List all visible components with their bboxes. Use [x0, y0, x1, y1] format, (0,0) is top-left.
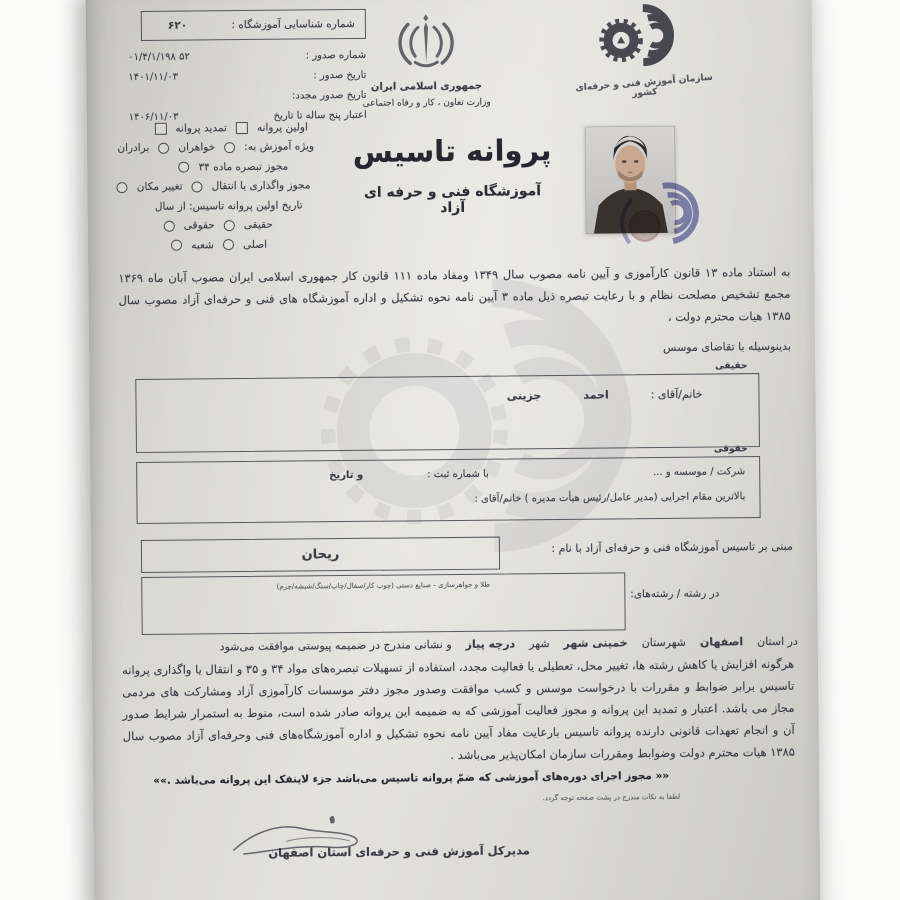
signatory-title — [182, 843, 530, 860]
license-type-checkboxes — [112, 117, 315, 255]
executive-label: بالاترین مقام اجرایی (مدیر عامل/رئیس هیأت مدیره ) خانم/آقای : — [474, 491, 746, 505]
validity-value: ۱۴۰۶/۱۱/۰۳ — [128, 111, 179, 123]
real-person-section-label — [715, 361, 747, 371]
location-line — [122, 635, 798, 654]
issue-number-label: شماره صدور : — [305, 49, 367, 61]
backpage-note — [458, 792, 764, 803]
person-first-name: احمد — [583, 388, 609, 402]
reissue-date-value — [129, 96, 237, 97]
page-subtitle — [349, 183, 555, 217]
school-name-lead-text: مبنی بر تاسیس آموزشگاه فنی و حرفه‌ای آزاد با نام : — [551, 539, 793, 556]
branch-label: شعبه — [191, 239, 214, 252]
renewal-license-label: تمدید پروانه — [175, 121, 227, 135]
person-title-label: خانم/آقای : — [650, 387, 703, 402]
registration-date-label: و تاریخ — [329, 469, 364, 482]
person-last-name: جزینی — [506, 389, 542, 403]
school-id-label: شماره شناسایی آموزشگاه : — [231, 17, 355, 32]
article34-circle — [179, 162, 190, 173]
ministry-text: وزارت تعاون ، کار و رفاه اجتماعی — [362, 97, 491, 109]
legal-person-section-text: حقوقی — [713, 444, 748, 455]
real-or-legal-row — [113, 215, 315, 236]
transfer-row — [112, 176, 314, 197]
signatory-title-text: مدیرکل آموزش فنی و حرفه‌ای استان اصفهان — [268, 843, 530, 860]
issue-date-value: ۱۴۰۱/۱۱/۰۳ — [128, 71, 179, 83]
republic-line — [341, 80, 511, 93]
company-label: شرکت / موسسه و ... — [653, 466, 746, 479]
article34-row — [112, 156, 314, 177]
legal-paragraph-2 — [122, 653, 795, 769]
page-title — [342, 133, 562, 169]
reissue-date-label: تاریخ صدور مجدد: — [291, 89, 367, 102]
registration-number-label: با شماره ثبت : — [427, 468, 489, 481]
school-name-box — [141, 537, 500, 573]
page-subtitle-text: آموزشگاه فنی و حرفه ای آزاد — [363, 183, 542, 217]
request-line-text: بدینوسیله با تقاضای موسس — [662, 339, 792, 354]
sisters-label: خواهران — [178, 141, 216, 154]
real-person-label: حقیقی — [243, 218, 273, 232]
ministry-line — [332, 97, 522, 109]
real-person-section-text: حقیقی — [715, 361, 748, 372]
legal-paragraph-2-text: هرگونه افزایش یا کاهش رشته ها، تغییر محل، تعطیلی یا فعالیت مجدد، استفاده از تسهیلات تبصره‌های مواد ۳۴ و ۳۵ و انتقال یا واگذاری پروانه تاسیس برابر ضوابط و مقررات با درخواست موسس و کسب موافقت وصدور مجوز دفتر موسسات کارآموزی آزاد ومشارکت های مردمی مجاز می باشد. اعتبار و تمدید این پروانه و مجوز فعالیت آموزشی که به ضمیمه این پروانه صادر شده است، منوط به استمرار شرایط صدور آن و انجام تعهدات قانونی دارنده پروانه تاسیس بارعایت مفاد آیین نامه نحوه تشکیل و اداره آموزشگاه‌های فنی وحرفه‌ای آزاد مصوب سال ۱۳۸۵ هیات محترم دولت وضوابط ومقررات سازمان امکان‌پذیر می‌باشد . — [122, 656, 795, 763]
fields-label — [611, 587, 719, 600]
province-value: اصفهان — [699, 635, 744, 649]
first-license-label: اولین پروانه — [256, 121, 308, 134]
brothers-label: برادران — [117, 142, 150, 155]
iran-emblem-icon — [391, 10, 462, 77]
brothers-circle — [158, 142, 169, 153]
relocation-label: تغییر مکان — [136, 180, 183, 194]
republic-text: جمهوری اسلامی ایران — [370, 80, 483, 93]
county-value: خمینی شهر — [563, 636, 628, 650]
first-license-date-label: تاریخ اولین پروانه تاسیس: از سال — [154, 199, 303, 213]
school-name-lead — [501, 540, 793, 556]
org-name-text: سازمان آموزش فنی و حرفه‌ای کشور — [575, 72, 714, 100]
blue-stamp-icon — [607, 171, 712, 266]
org-name-caption — [564, 72, 725, 105]
fields-label-text: در رشته / رشته‌های: — [630, 587, 720, 601]
legal-paragraph-1-text: به استناد ماده ۱۳ قانون کارآموزی و آیین نامه مصوب سال ۱۳۴۹ ومفاد ماده ۱۱۱ قانون کار جمهوری اسلامی ایران مصوب آبان ماه ۱۳۶۹ مجمع تشخیص مصلحت نظام و با رعایت تبصره ذیل ماده ۳ آیین نامه نحوه تشکیل و اداره آموزشگاه های فنی و حرفه‌ای آزاد مصوب سال ۱۳۸۵ هیات محترم دولت ، — [118, 264, 791, 324]
first-license-date-row — [113, 195, 315, 216]
real-person-circle — [224, 220, 235, 231]
sisters-circle — [224, 142, 235, 153]
main-label: اصلی — [242, 238, 268, 251]
page-title-text: پروانه تاسیس — [352, 133, 552, 169]
article34-label: مجوز تبصره ماده ۳۴ — [198, 160, 289, 174]
school-id-value: ۶۲۰ — [167, 19, 188, 32]
real-person-box — [135, 373, 760, 453]
city-value: درچه پیاز — [465, 637, 516, 651]
backpage-note-text: لطفا به نکات مندرج در پشت صفحه توجه گردد. — [542, 792, 681, 803]
school-id-box — [141, 9, 366, 41]
legal-paragraph-1 — [118, 261, 791, 333]
transfer-label: مجوز واگذاری یا انتقال — [211, 179, 311, 193]
tvto-logo-icon — [591, 0, 698, 73]
main-or-branch-row — [113, 234, 315, 255]
province-label: در استان — [757, 634, 798, 649]
branch-circle — [171, 240, 182, 251]
gender-row — [112, 137, 314, 158]
city-label: شهر — [529, 637, 550, 651]
relocation-circle — [117, 182, 128, 193]
training-for-label: ویژه آموزش به: — [244, 140, 315, 154]
first-or-renewal-row — [112, 117, 314, 138]
issue-number-row — [128, 45, 366, 67]
issue-date-label: تاریخ صدور : — [313, 69, 367, 81]
first-license-checkbox — [236, 122, 248, 134]
school-name-value: ریحان — [301, 547, 340, 563]
county-label: شهرستان — [641, 635, 687, 650]
main-circle — [223, 239, 234, 250]
renewal-license-checkbox — [154, 122, 166, 134]
issue-date-row — [128, 65, 366, 87]
fields-box — [141, 572, 626, 635]
bold-clause — [121, 770, 669, 787]
address-approval-text: و نشانی مندرج در ضمیمه پیوستی موافقت می‌شود — [219, 638, 452, 654]
legal-person-section-label — [714, 444, 748, 454]
transfer-circle — [191, 181, 202, 192]
bold-clause-text: «« مجوز اجرای دوره‌های آموزشی که ضمّ پروانه تاسیس می‌باشد جزء لاینفک این پروانه می‌باشد .»» — [153, 769, 670, 787]
issue-number-value: ۵۲ ۰۱/۴/۱/۱۹۸ — [128, 51, 190, 63]
legal-entity-box — [136, 456, 761, 524]
fields-value-text: طلا و جواهرسازی - صنایع دستی (چوب کار/سفال/چاپ/سنگ/شیشه/چرم) — [276, 580, 491, 591]
legal-person-circle — [164, 220, 175, 231]
issue-meta — [128, 45, 367, 127]
license-paper — [86, 0, 821, 900]
legal-person-label: حقوقی — [183, 219, 215, 232]
validity-label: اعتبار پنج ساله تا تاریخ — [273, 109, 367, 122]
